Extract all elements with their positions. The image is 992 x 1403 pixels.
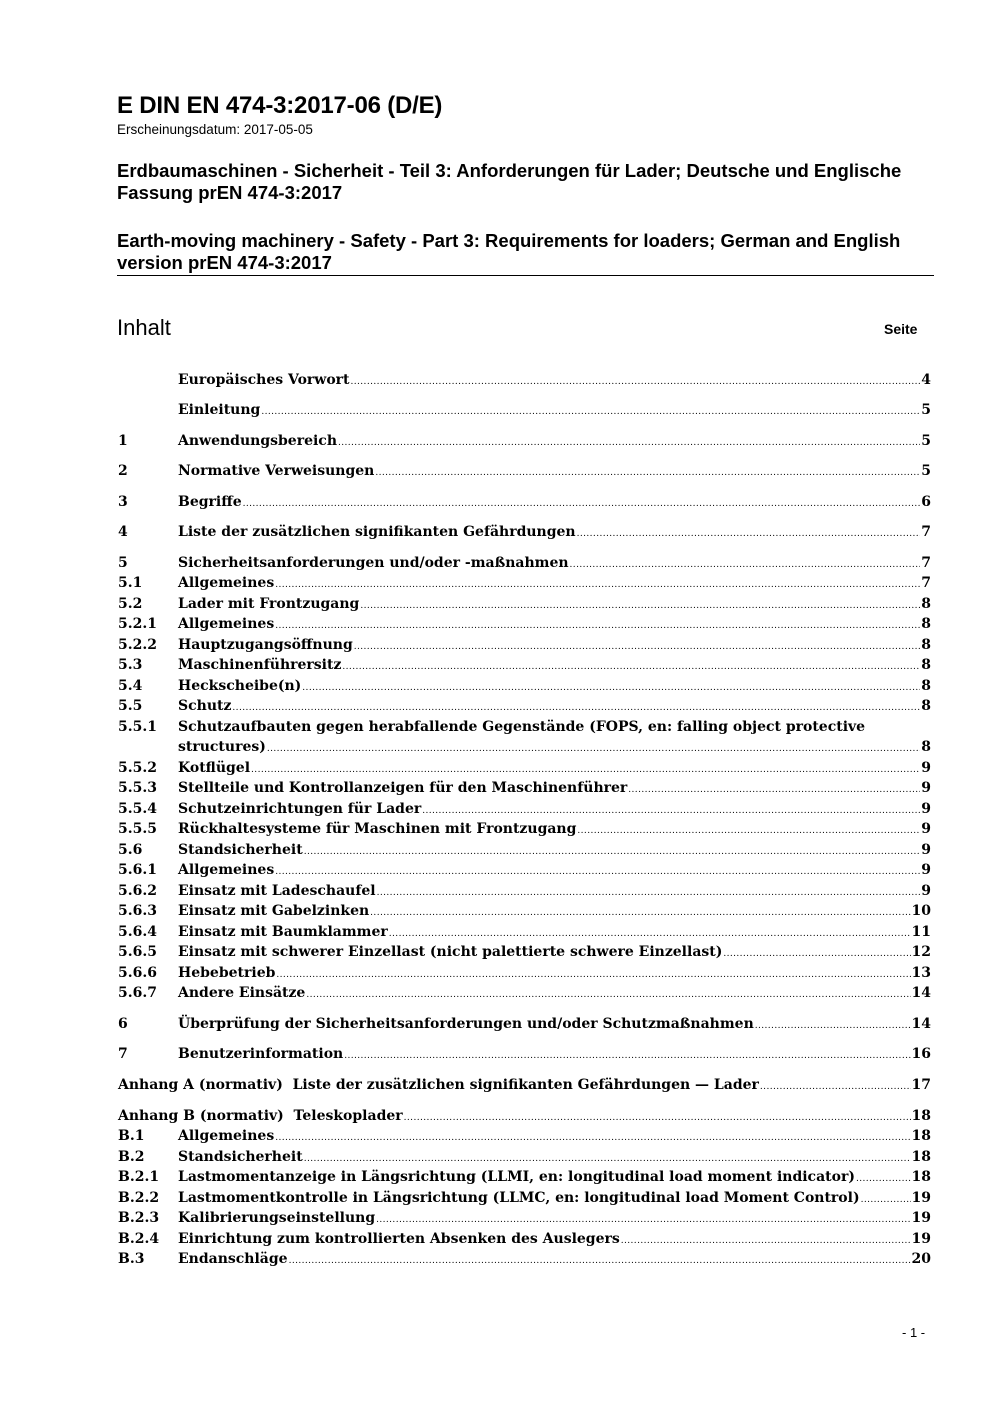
toc-heading: Inhalt [117,315,171,340]
toc-entry-page: 4 [921,372,931,388]
toc-entry-page: 19 [911,1210,931,1226]
toc-entry-page: 8 [921,657,931,673]
toc-entry-page: 18 [911,1108,931,1124]
toc-entry[interactable] [118,555,931,575]
toc-entry-page: 11 [911,924,931,940]
toc-entry-number: B.2.3 [118,1210,160,1226]
toc-entry[interactable] [118,883,931,903]
toc-entry-title: Standsicherheit [178,842,303,858]
toc-entry[interactable] [118,1190,931,1210]
toc-entry-number: 6 [118,1016,128,1032]
toc-entry-number: 2 [118,463,128,479]
toc-entry-number: B.2.2 [118,1190,160,1206]
toc-leader [304,847,921,857]
toc-entry-page: 19 [911,1190,931,1206]
toc-entry-number: 5.2 [118,596,143,612]
toc-entry-title: Liste der zusätzlichen signifikanten Gefährdungen [178,524,576,540]
toc-entry-title: Einsatz mit Ladeschaufel [178,883,376,899]
toc-entry[interactable] [118,1210,931,1230]
toc-entry[interactable] [118,862,931,882]
toc-entry-title: Allgemeines [178,575,275,591]
toc-entry[interactable] [118,575,931,595]
toc-entry-page: 16 [911,1046,931,1062]
toc-entry-page: 18 [911,1128,931,1144]
toc-entry[interactable] [118,965,931,985]
toc-entry-title: Andere Einsätze [178,985,306,1001]
toc-leader [302,683,920,693]
publication-date: Erscheinungsdatum: 2017-05-05 [117,122,313,137]
toc-entry-number: 7 [118,1046,128,1062]
toc-entry-number: 5.3 [118,657,143,673]
toc-entry[interactable] [118,596,931,616]
toc-leader [342,662,920,672]
toc-entry-title: Lader mit Frontzugang [178,596,360,612]
toc-entry-page: 5 [921,433,931,449]
toc-entry-page: 19 [911,1231,931,1247]
toc-entry-title: Schutzeinrichtungen für Lader [178,801,422,817]
toc-entry[interactable] [118,678,931,698]
toc-entry[interactable] [118,801,931,821]
toc-leader [261,407,920,417]
toc-entry-number: B.3 [118,1251,145,1267]
toc-entry-number: 5.6 [118,842,143,858]
toc-entry[interactable] [118,657,931,677]
toc-entry-page: 9 [921,780,931,796]
toc-entry-page: 8 [921,616,931,632]
toc-leader [422,806,920,816]
toc-entry-title: Einsatz mit Baumklammer [178,924,388,940]
toc-leader [723,949,910,959]
toc-leader [251,765,920,775]
toc-entry-title: Einsatz mit Gabelzinken [178,903,370,919]
toc-leader [232,703,920,713]
page-number: - 1 - [902,1325,926,1340]
toc-entry-page: 18 [911,1169,931,1185]
toc-entry-title: Normative Verweisungen [178,463,375,479]
toc-entry[interactable] [118,1251,931,1271]
toc-entry[interactable] [118,1108,931,1128]
toc-entry-number: 5.2.2 [118,637,157,653]
toc-leader [275,580,920,590]
toc-leader [275,867,920,877]
toc-entry-continuation[interactable] [118,739,931,759]
toc-leader [275,621,920,631]
toc-entry[interactable] [118,985,931,1005]
toc-entry-title: Maschinenführersitz [178,657,342,673]
toc-entry-title: Lastmomentanzeige in Längsrichtung (LLMI, en: longitudinal load moment indicator) [178,1169,855,1185]
toc-entry[interactable] [118,524,931,544]
toc-entry-title: Einrichtung zum kontrollierten Absenken des Auslegers [178,1231,620,1247]
toc-entry-number: 5.1 [118,575,143,591]
toc-entry-page: 9 [921,821,931,837]
toc-entry[interactable] [118,1046,931,1066]
toc-entry[interactable] [118,760,931,780]
toc-entry-title: Allgemeines [178,1128,275,1144]
toc-page-label: Seite [884,321,918,337]
toc-entry-number: 5.6.1 [118,862,157,878]
toc-entry-page: 20 [911,1251,931,1267]
toc-entry-number: 5.6.3 [118,903,157,919]
toc-entry-page: 7 [921,555,931,571]
toc-entry-number: 3 [118,494,128,510]
toc-leader [389,929,911,939]
toc-entry[interactable] [118,433,931,453]
toc-entry-title-continued: structures) [178,739,266,755]
toc-leader [404,1113,911,1123]
toc-entry-page: 9 [921,842,931,858]
toc-entry-number: 5.5.1 [118,719,157,735]
toc-leader [577,529,921,539]
toc-entry[interactable] [118,402,931,422]
toc-entry[interactable] [118,1231,931,1251]
toc-entry[interactable] [118,1128,931,1148]
toc-leader [338,438,920,448]
toc-leader [344,1051,910,1061]
toc-leader [243,499,921,509]
toc-entry[interactable] [118,842,931,862]
toc-entry-title: Allgemeines [178,616,275,632]
title-english: Earth-moving machinery - Safety - Part 3: Requirements for loaders; German and English version prEN 474-3:2017 [117,230,901,273]
toc-entry-number: 4 [118,524,128,540]
toc-entry[interactable] [118,1169,931,1189]
document-id: E DIN EN 474-3:2017-06 (D/E) [117,92,443,119]
toc-entry-title: Überprüfung der Sicherheitsanforderungen und/oder Schutzmaßnahmen [178,1016,754,1032]
toc-entry-page: 8 [921,596,931,612]
toc-entry-page: 14 [911,1016,931,1032]
toc-entry-number: 5.5.4 [118,801,157,817]
toc-leader [360,601,920,611]
toc-entry-title: Einleitung [178,402,261,418]
toc-entry-number: 5.2.1 [118,616,157,632]
toc-entry-number: 5.6.7 [118,985,157,1001]
toc-entry-page: 18 [911,1149,931,1165]
toc-entry[interactable] [118,821,931,841]
toc-entry-title: Standsicherheit [178,1149,303,1165]
toc-entry-number: 5.5.3 [118,780,157,796]
toc-entry-title: Begriffe [178,494,242,510]
toc-entry-page: 9 [921,883,931,899]
toc-entry-number: B.2.4 [118,1231,160,1247]
toc-entry[interactable] [118,616,931,636]
toc-entry-page: 8 [921,739,931,755]
toc-leader [275,1133,910,1143]
toc-entry-title: Kotflügel [178,760,251,776]
toc-entry-number: B.2.1 [118,1169,160,1185]
toc-leader [304,1154,911,1164]
toc-leader [370,908,910,918]
toc-entry-page: 9 [921,801,931,817]
toc-entry[interactable] [118,1149,931,1169]
toc-entry-page: 8 [921,698,931,714]
toc-entry-title: Einsatz mit schwerer Einzellast (nicht palettierte schwere Einzellast) [178,944,723,960]
toc-entry-number: 5 [118,555,128,571]
toc-leader [755,1021,911,1031]
toc-entry-page: 7 [921,524,931,540]
toc-entry-title: Lastmomentkontrolle in Längsrichtung (LLMC, en: longitudinal load Moment Control) [178,1190,860,1206]
toc-entry-title: Schutz [178,698,232,714]
toc-leader [621,1236,911,1246]
toc-leader [375,468,920,478]
toc-entry-page: 9 [921,760,931,776]
toc-entry-page: 12 [911,944,931,960]
toc-entry-title: Anwendungsbereich [178,433,337,449]
toc-entry-title: Heckscheibe(n) [178,678,302,694]
toc-entry-page: 13 [911,965,931,981]
toc-entry[interactable] [118,944,931,964]
toc-entry-page: 10 [911,903,931,919]
toc-entry-number: 5.5.5 [118,821,157,837]
toc-leader [289,1256,911,1266]
toc-entry[interactable] [118,719,931,739]
toc-entry[interactable] [118,1016,931,1036]
toc-leader [306,990,910,1000]
toc-entry[interactable] [118,903,931,923]
title-german: Erdbaumaschinen - Sicherheit - Teil 3: Anforderungen für Lader; Deutsche und Englische Fassung prEN 474-3:2017 [117,160,902,203]
title-divider [117,275,934,276]
toc-entry[interactable] [118,372,931,392]
toc-entry-page: 6 [921,494,931,510]
toc-leader [351,377,921,387]
toc-entry[interactable] [118,1077,931,1097]
toc-entry-title: Kalibrierungseinstellung [178,1210,376,1226]
toc-entry-number: 1 [118,433,128,449]
toc-entry-page: 7 [921,575,931,591]
toc-entry-page: 5 [921,463,931,479]
toc-leader [628,785,920,795]
toc-entry-page: 5 [921,402,931,418]
toc-entry-title: Anhang B (normativ) Teleskoplader [118,1108,403,1124]
toc-entry[interactable] [118,463,931,483]
toc-leader [376,1215,910,1225]
toc-entry[interactable] [118,780,931,800]
toc-entry-title: Allgemeines [178,862,275,878]
toc-leader [377,888,921,898]
toc-leader [577,826,920,836]
toc-entry[interactable] [118,494,931,514]
toc-leader [267,744,920,754]
toc-leader [856,1174,911,1184]
toc-entry-title: Schutzaufbauten gegen herabfallende Gegenstände (FOPS, en: falling object protective [178,719,866,735]
toc-entry-title: Sicherheitsanforderungen und/oder -maßnahmen [178,555,569,571]
toc-entry-page: 17 [911,1077,931,1093]
toc-entry-number: 5.4 [118,678,143,694]
toc-leader [354,642,921,652]
toc-entry[interactable] [118,924,931,944]
toc-entry-title: Europäisches Vorwort [178,372,350,388]
toc-entry-page: 8 [921,678,931,694]
toc-entry-number: 5.5.2 [118,760,157,776]
toc-entry-title: Hauptzugangsöffnung [178,637,353,653]
toc-entry-number: 5.6.6 [118,965,157,981]
toc-entry-page: 8 [921,637,931,653]
toc-entry-number: 5.6.4 [118,924,157,940]
toc-entry[interactable] [118,637,931,657]
toc-entry-number: B.2 [118,1149,145,1165]
toc-entry-title: Rückhaltesysteme für Maschinen mit Frontzugang [178,821,577,837]
toc-entry-title: Endanschläge [178,1251,288,1267]
toc-entry-title: Benutzerinformation [178,1046,344,1062]
toc-entry-page: 9 [921,862,931,878]
toc-entry-title: Stellteile und Kontrollanzeigen für den Maschinenführer [178,780,628,796]
toc-entry-number: 5.6.2 [118,883,157,899]
toc-leader [570,560,921,570]
toc-entry[interactable] [118,698,931,718]
toc-entry-number: 5.6.5 [118,944,157,960]
toc-leader [276,970,910,980]
toc-entry-page: 14 [911,985,931,1001]
toc-leader [861,1195,911,1205]
toc-entry-title: Anhang A (normativ) Liste der zusätzlichen signifikanten Gefährdungen — Lader [118,1077,759,1093]
toc-entry-number: B.1 [118,1128,145,1144]
toc-entry-number: 5.5 [118,698,143,714]
toc-leader [760,1082,911,1092]
toc-entry-title: Hebebetrieb [178,965,276,981]
